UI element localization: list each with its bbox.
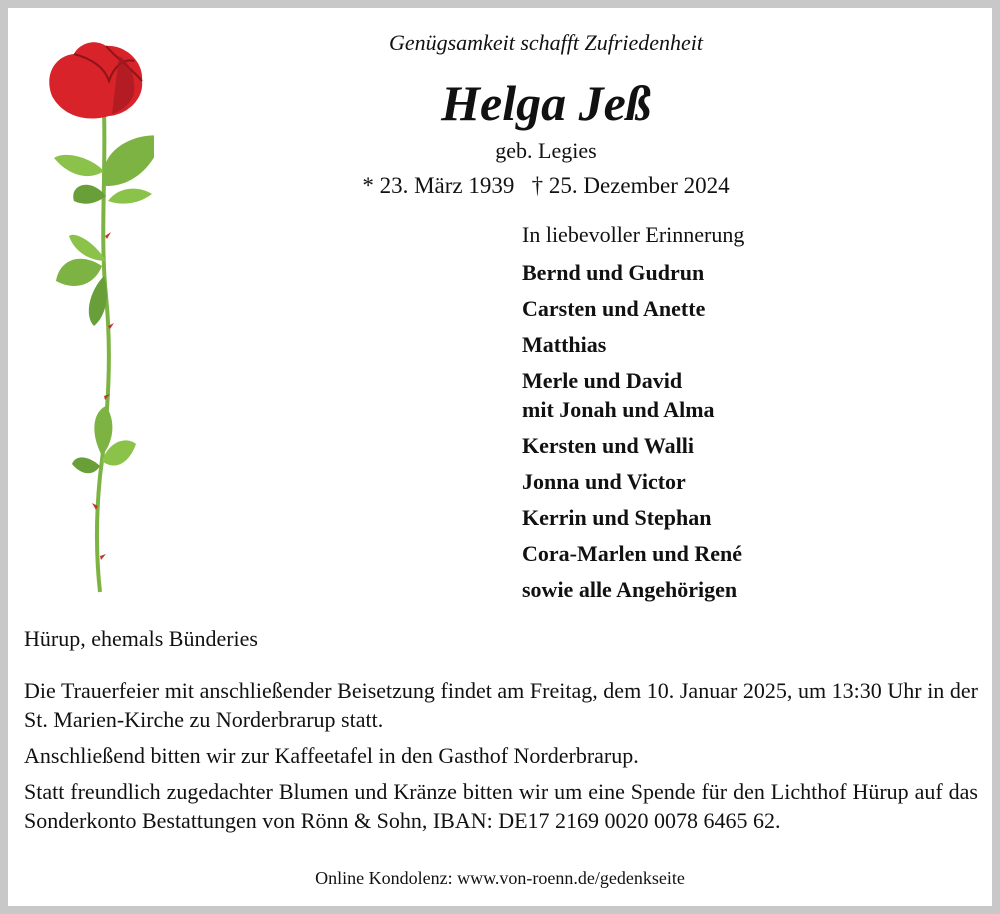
mourner-group [522,503,744,532]
mourner-line: Jonna und Victor [522,469,686,494]
birth-name: geb. Legies [495,138,597,163]
mourners-list [522,222,744,611]
mourner-line: Cora-Marlen und René [522,541,742,566]
mourner-group [522,294,744,323]
birth-date: * 23. März 1939 [362,173,515,198]
mourner-line: mit Jonah und Alma [522,397,715,422]
mourner-line: Merle und David [522,368,683,393]
place-of-residence: Hürup, ehemals Bünderies [24,626,258,651]
funeral-notice [24,676,978,842]
mourner-line: Carsten und Anette [522,296,706,321]
mourner-line: sowie alle Angehörigen [522,577,738,602]
mourner-group [522,539,744,568]
mourner-line: Matthias [522,332,607,357]
mourner-group [522,575,744,604]
mourner-group [522,330,744,359]
mourner-line: Kersten und Walli [522,433,694,458]
mourner-group [522,258,744,287]
ceremony-paragraph: Die Trauerfeier mit anschließender Beisetzung findet am Freitag, dem 10. Januar 2025, um 13:30 Uhr in der St. Marien-Kirche zu Norderbrarup statt. [24,678,978,732]
mourner-line: Bernd und Gudrun [522,260,705,285]
mourner-group [522,467,744,496]
deceased-name: Helga Jeß [441,75,651,131]
mourner-line: Kerrin und Stephan [522,505,712,530]
mourner-group [522,366,744,424]
death-date: † 25. Dezember 2024 [531,173,730,198]
online-condolence: Online Kondolenz: www.von-roenn.de/gedenkseite [315,868,685,888]
obituary-card [8,8,992,906]
reception-paragraph: Anschließend bitten wir zur Kaffeetafel in den Gasthof Norderbrarup. [24,743,639,768]
mourner-group [522,431,744,460]
mourners-intro: In liebevoller Erinnerung [522,222,745,247]
life-dates [8,173,1000,199]
motto: Genügsamkeit schafft Zufriedenheit [388,30,704,55]
donation-paragraph: Statt freundlich zugedachter Blumen und Kränze bitten wir um eine Spende für den Lichthof Hürup auf das Sonderkonto Bestattungen von Rönn & Sohn, IBAN: DE17 2169 0020 0078 6465 62. [24,779,978,833]
